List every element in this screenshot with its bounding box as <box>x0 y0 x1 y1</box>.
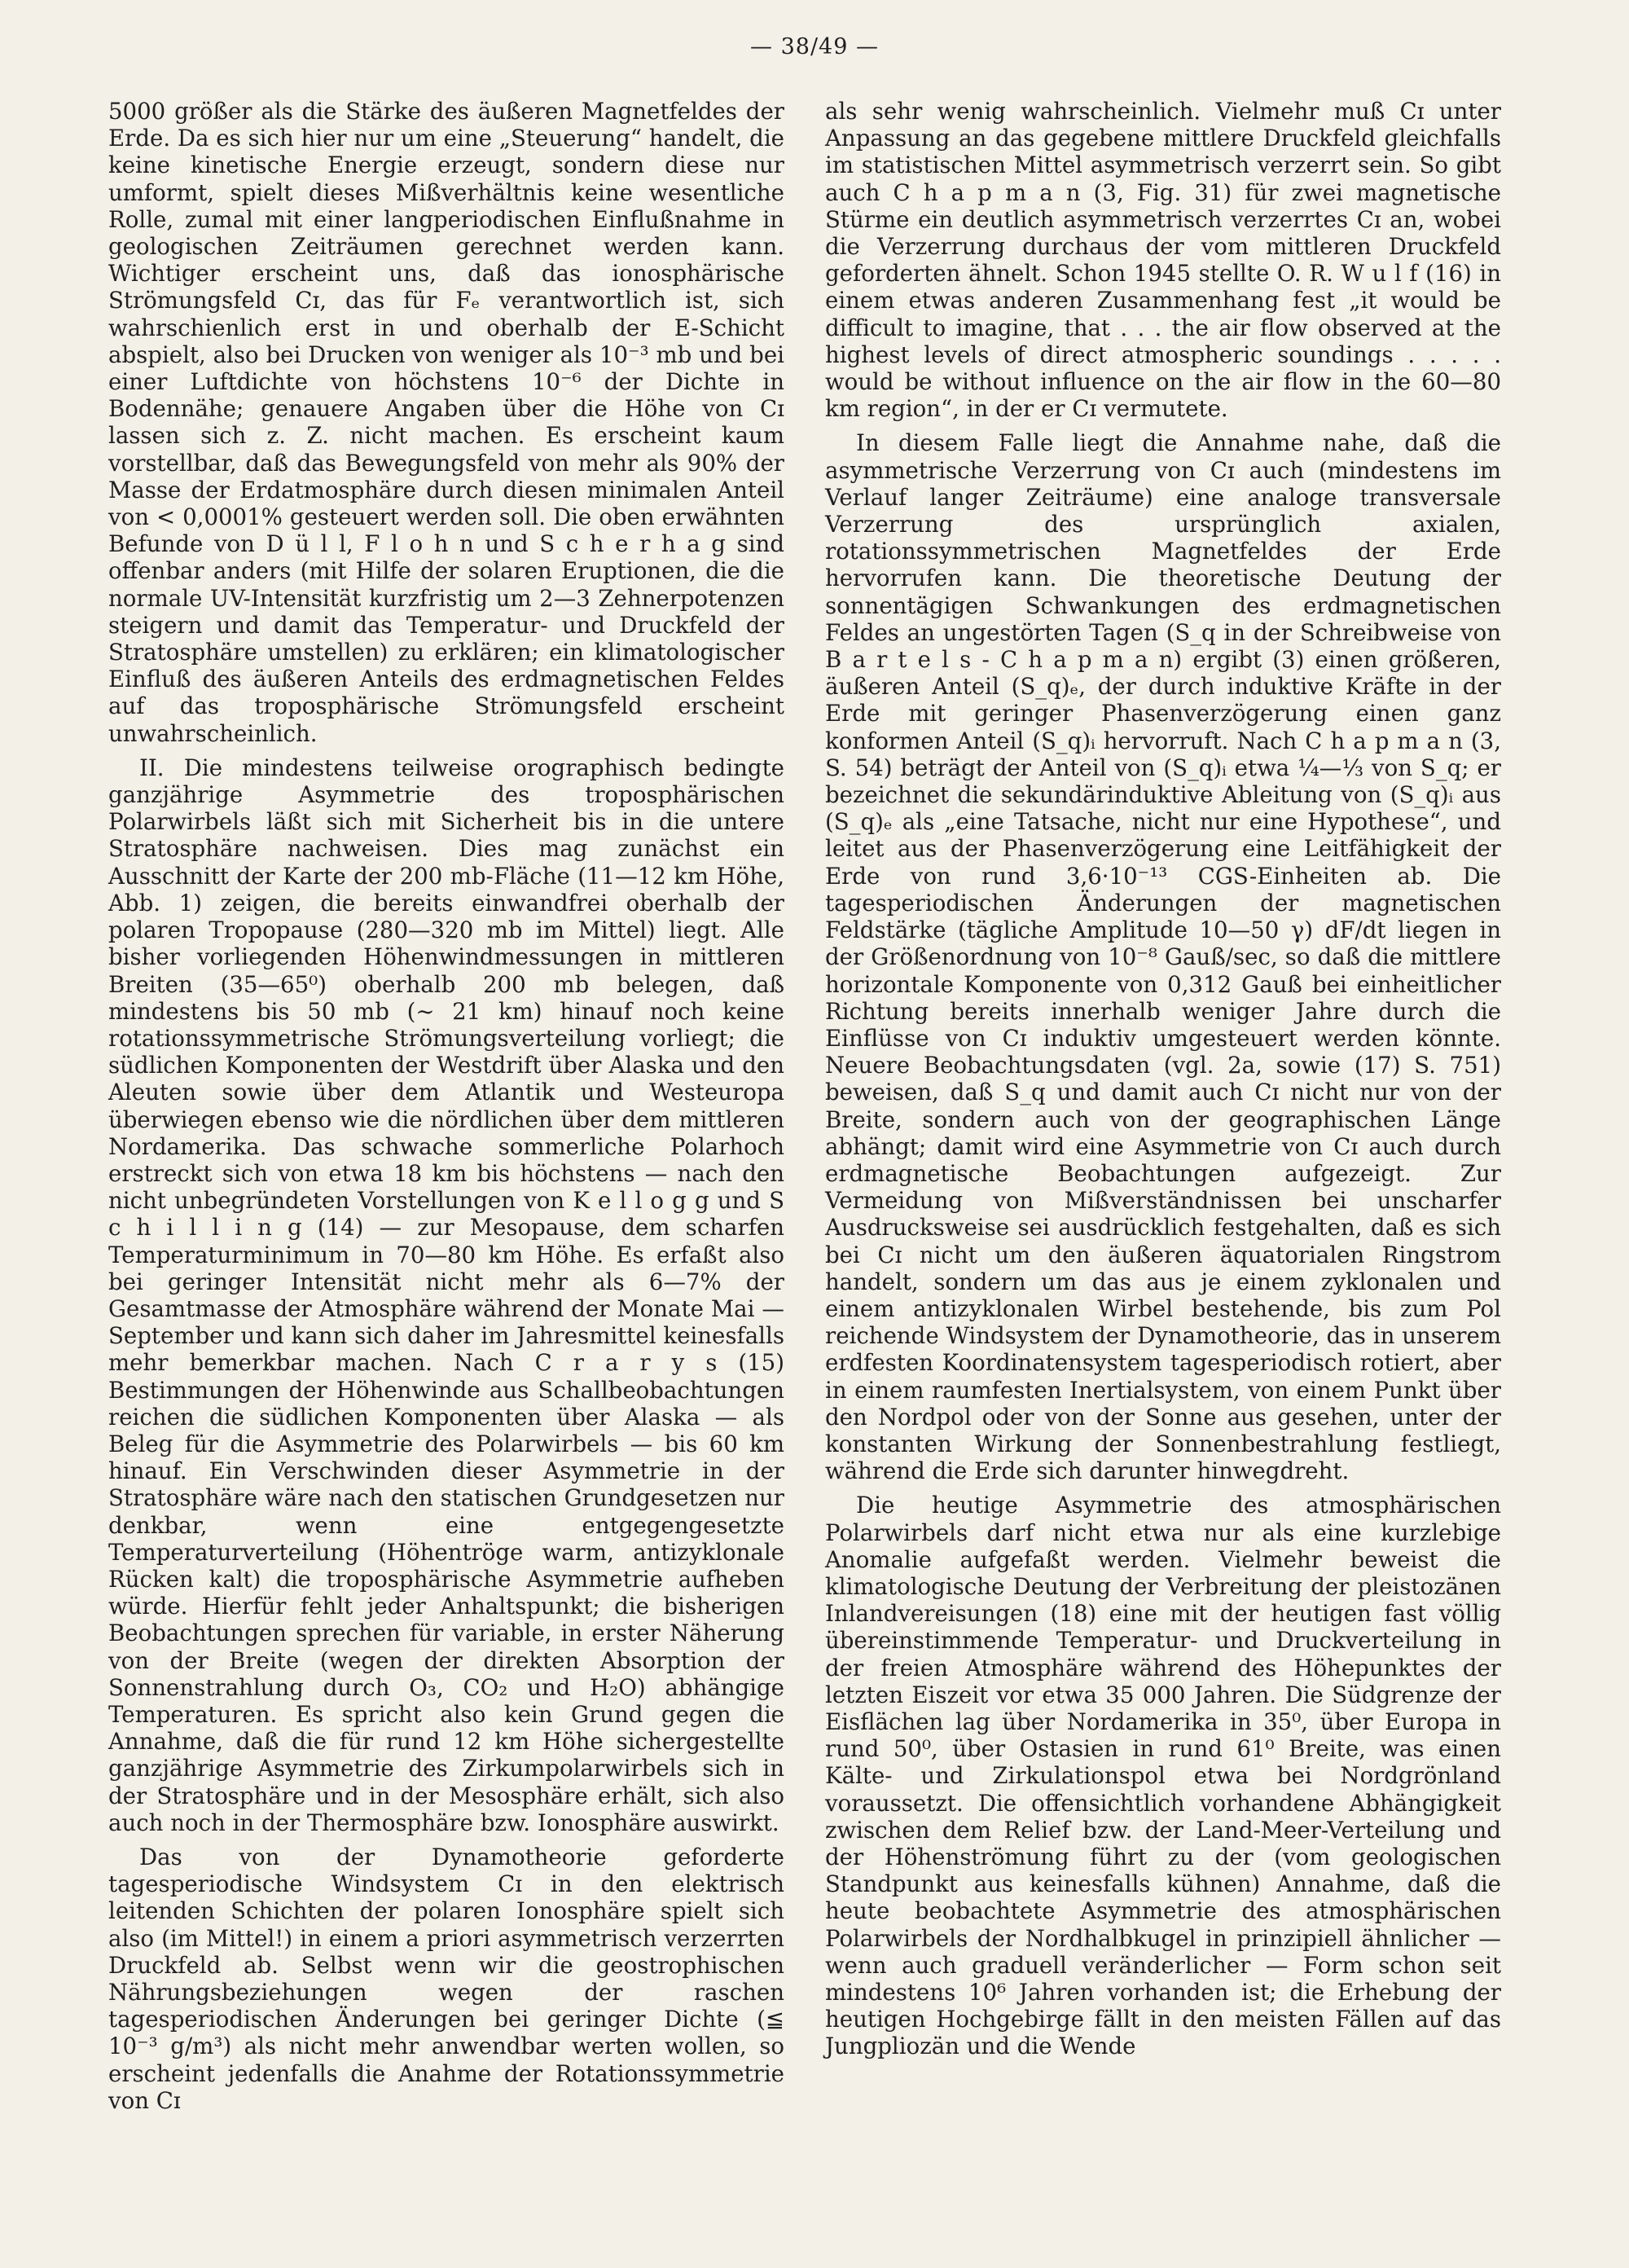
paragraph: II. Die mindestens teilweise orographisch bedingte ganzjährige Asymmetrie des troposphärischen Polarwirbels läßt sich mit Sicherheit bis in die untere Stratosphäre nachweisen. Dies mag zunächst ein Ausschnitt der Karte der 200 mb-Fläche (11—12 km Höhe, Abb. 1) zeigen, die bereits einwandfrei oberhalb der polaren Tropopause (280—320 mb im Mittel) liegt. Alle bisher vorliegenden Höhenwindmessungen in mittleren Breiten (35—65⁰) oberhalb 200 mb belegen, daß mindestens bis 50 mb (∼ 21 km) hinauf noch keine rotationssymmetrische Strömungsverteilung vorliegt; die südlichen Komponenten der Westdrift über Alaska und den Aleuten sowie über dem Atlantik und Westeuropa überwiegen ebenso wie die nördlichen über dem mittleren Nordamerika. Das schwache sommerliche Polarhoch erstreckt sich von etwa 18 km bis höchstens — nach den nicht unbegründeten Vorstellungen von K e l l o g g und S c h i l l i n g (14) — zur Mesopause, dem scharfen Temperaturminimum in 70—80 km Höhe. Es erfaßt also bei geringer Intensität nicht mehr als 6—7% der Gesamtmasse der Atmosphäre während der Monate Mai — September und kann sich daher im Jahresmittel keinesfalls mehr bemerkbar machen. Nach C r a r y s (15) Bestimmungen der Höhenwinde aus Schallbeobachtungen reichen die südlichen Komponenten über Alaska — als Beleg für die Asymmetrie des Polarwirbels — bis 60 km hinauf. Ein Verschwinden dieser Asymmetrie in der Stratosphäre wäre nach den statischen Grundgesetzen nur denkbar, wenn eine entgegengesetzte Temperaturverteilung (Höhentröge warm, antizyklonale Rücken kalt) die troposphärische Asymmetrie aufheben würde. Hierfür fehlt jeder Anhaltspunkt; die bisherigen Beobachtungen sprechen für variable, in erster Näherung von der Breite (wegen der direkten Absorption der Sonnenstrahlung durch O₃, CO₂ und H₂O) abhängige Temperaturen. Es spricht also kein Grund gegen die Annahme, daß die für rund 12 km Höhe sichergestellte ganzjährige Asymmetrie des Zirkumpolarwirbels sich in der Stratosphäre und in der Mesosphäre erhält, sich also auch noch in der Thermosphäre bzw. Ionosphäre auswirkt. <box>108 754 784 1836</box>
paragraph: Das von der Dynamotheorie geforderte tagesperiodische Windsystem Cɪ in den elektrisch leitenden Schichten der polaren Ionosphäre spielt sich also (im Mittel!) in einem a priori asymmetrisch verzerrten Druckfeld ab. Selbst wenn wir die geostrophischen Nährungsbeziehungen wegen der raschen tagesperiodischen Änderungen bei geringer Dichte (≦ 10⁻³ g/m³) als nicht mehr anwendbar werten wollen, so erscheint jedenfalls die Anahme der Rotationssymmetrie von Cɪ <box>108 1844 784 2114</box>
paragraph: 5000 größer als die Stärke des äußeren Magnetfeldes der Erde. Da es sich hier nur um eine „Steuerung“ handelt, die keine kinetische Energie erzeugt, sondern diese nur umformt, spielt dieses Mißverhältnis keine wesentliche Rolle, zumal mit einer langperiodischen Einflußnahme in geologischen Zeiträumen gerechnet werden kann. Wichtiger erscheint uns, daß das ionosphärische Strömungsfeld Cɪ, das für Fₑ verantwortlich ist, sich wahrschienlich erst in und oberhalb der E-Schicht abspielt, also bei Drucken von weniger als 10⁻³ mb und bei einer Luftdichte von höchstens 10⁻⁶ der Dichte in Bodennähe; genauere Angaben über die Höhe von Cɪ lassen sich z. Z. nicht machen. Es erscheint kaum vorstellbar, daß das Bewegungsfeld von mehr als 90% der Masse der Erdatmosphäre durch diesen minimalen Anteil von < 0,0001% gesteuert werden soll. Die oben erwähnten Befunde von D ü l l, F l o h n und S c h e r h a g sind offenbar anders (mit Hilfe der solaren Eruptionen, die die normale UV-Intensität kurzfristig um 2—3 Zehnerpotenzen steigern und damit das Temperatur- und Druckfeld der Stratosphäre umstellen) zu erklären; ein klimatologischer Einfluß des äußeren Anteils des erdmagnetischen Feldes auf das troposphärische Strömungsfeld erscheint unwahrscheinlich. <box>108 98 784 747</box>
paragraph: In diesem Falle liegt die Annahme nahe, daß die asymmetrische Verzerrung von Cɪ auch (mindestens im Verlauf langer Zeiträume) eine analoge transversale Verzerrung des ursprünglich axialen, rotationssymmetrischen Magnetfeldes der Erde hervorrufen kann. Die theoretische Deutung der sonnentägigen Schwankungen des erdmagnetischen Feldes an ungestörten Tagen (S_q in der Schreibweise von B a r t e l s - C h a p m a n) ergibt (3) einen größeren, äußeren Anteil (S_q)ₑ, der durch induktive Kräfte in der Erde mit geringer Phasenverzögerung einen ganz konformen Anteil (S_q)ᵢ hervorruft. Nach C h a p m a n (3, S. 54) beträgt der Anteil von (S_q)ᵢ etwa ¼—⅓ von S_q; er bezeichnet die sekundärinduktive Ableitung von (S_q)ᵢ aus (S_q)ₑ als „eine Tatsache, nicht nur eine Hypothese“, und leitet aus der Phasenverzögerung eine Leitfähigkeit der Erde von rund 3,6·10⁻¹³ CGS-Einheiten ab. Die tagesperiodischen Änderungen der magnetischen Feldstärke (tägliche Amplitude 10—50 γ) dF/dt liegen in der Größenordnung von 10⁻⁸ Gauß/sec, so daß die mittlere horizontale Komponente von 0,312 Gauß bei einheitlicher Richtung bereits innerhalb weniger Jahre durch die Einflüsse von Cɪ induktiv umgesteuert werden könnte. Neuere Beobachtungsdaten (vgl. 2a, sowie (17) S. 751) beweisen, daß S_q und damit auch Cɪ nicht nur von der Breite, sondern auch von der geographischen Länge abhängt; damit wird eine Asymmetrie von Cɪ auch durch erdmagnetische Beobachtungen aufgezeigt. Zur Vermeidung von Mißverständnissen bei unscharfer Ausdrucksweise sei ausdrücklich festgehalten, daß es sich bei Cɪ nicht um den äußeren äquatorialen Ringstrom handelt, sondern um das aus je einem zyklonalen und einem antizyklonalen Wirbel bestehende, bis zum Pol reichende Windsystem der Dynamotheorie, das in unserem erdfesten Koordinatensystem tagesperiodisch rotiert, aber in einem raumfesten Inertialsystem, von einem Punkt über den Nordpol oder von der Sonne aus gesehen, unter der konstanten Wirkung der Sonnenbestrahlung festliegt, während die Erde sich darunter hinwegdreht. <box>825 429 1501 1485</box>
page-number: — 38/49 — <box>750 34 879 59</box>
right-column <box>825 98 1501 2060</box>
left-column <box>108 98 784 2114</box>
paragraph: als sehr wenig wahrscheinlich. Vielmehr muß Cɪ unter Anpassung an das gegebene mittlere Druckfeld gleichfalls im statistischen Mittel asymmetrisch verzerrt sein. So gibt auch C h a p m a n (3, Fig. 31) für zwei magnetische Stürme ein deutlich asymmetrisch verzerrtes Cɪ an, wobei die Verzerrung durchaus der vom mittleren Druckfeld geforderten ähnelt. Schon 1945 stellte O. R. W u l f (16) in einem etwas anderen Zusammenhang fest „it would be difficult to imagine, that . . . the air flow observed at the highest levels of direct atmospheric soundings . . . . . would be without influence on the air flow in the 60—80 km region“, in der er Cɪ vermutete. <box>825 98 1501 423</box>
paragraph: Die heutige Asymmetrie des atmosphärischen Polarwirbels darf nicht etwa nur als eine kurzlebige Anomalie aufgefaßt werden. Vielmehr beweist die klimatologische Deutung der Verbreitung der pleistozänen Inlandvereisungen (18) eine mit der heutigen fast völlig übereinstimmende Temperatur- und Druckverteilung in der freien Atmosphäre während des Höhepunktes der letzten Eiszeit vor etwa 35 000 Jahren. Die Südgrenze der Eisflächen lag über Nordamerika in 35⁰, über Europa in rund 50⁰, über Ostasien in rund 61⁰ Breite, was einen Kälte- und Zirkulationspol etwa bei Nordgrönland voraussetzt. Die offensichtlich vorhandene Abhängigkeit zwischen dem Relief bzw. der Land-Meer-Verteilung und der Höhenströmung führt zu der (vom geologischen Standpunkt aus keinesfalls kühnen) Annahme, daß die heute beobachtete Asymmetrie des atmosphärischen Polarwirbels der Nordhalbkugel in prinzipiell ähnlicher — wenn auch graduell veränderlicher — Form schon seit mindestens 10⁶ Jahren vorhanden ist; die Erhebung der heutigen Hochgebirge fällt in den meisten Fällen auf das Jungpliozän und die Wende <box>825 1492 1501 2060</box>
